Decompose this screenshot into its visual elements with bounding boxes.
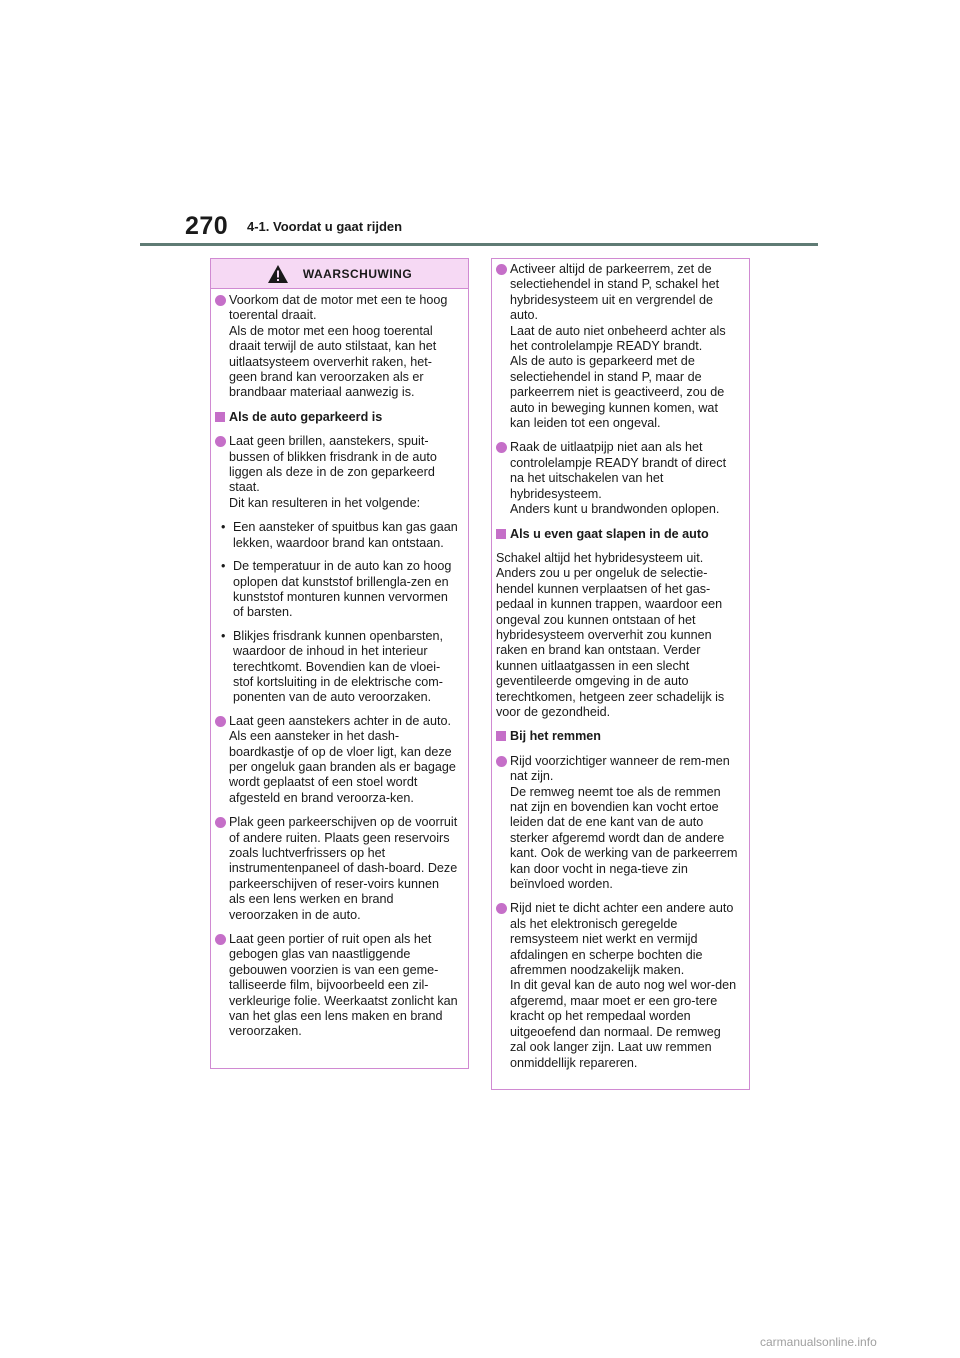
dash-text: De temperatuur in de auto kan zo hoog oplopen dat kunststof brillengla-zen en kunststof monturen kunnen vervormen of barsten. [233,559,452,620]
dash-bullet-icon: • [221,520,226,535]
item-text: Activeer altijd de parkeerrem, zet de selectiehendel in stand P, schakel het hybridesysteem uit en vergrendel de auto. [510,262,720,323]
item-text: Plak geen parkeerschijven op de voorruit of andere ruiten. Plaats geen reservoirs zoals luchtverfrissers op het instrumentenpaneel of dash-board. Deze parkeerschijven of reser-voirs kunnen als een lens werken en brand veroorzaken in de auto. [229,815,458,922]
dash-item [221,559,458,621]
list-item [215,932,458,1040]
item-text: Rijd voorzichtiger wanneer de rem-men nat zijn. [510,753,730,784]
bullet-circle-icon [215,932,229,1040]
bullet-square-icon [496,729,510,744]
subheading [496,729,739,744]
dash-text: Een aansteker of spuitbus kan gas gaan lekken, waardoor brand kan ontstaan. [233,520,458,550]
item-text: Raak de uitlaatpijp niet aan als het controlelampje READY brandt of direct na het uitschakelen van het hybridesysteem. [510,440,727,501]
header-rule [140,243,818,246]
item-text: In dit geval kan de auto nog wel wor-den afgeremd, maar moet er een gro-tere kracht op het rempedaal worden uitgeoefend dan normaal. De remweg zal ook langer zijn. Laat uw remmen onmiddellijk repareren. [510,978,737,1070]
item-text: Als de auto is geparkeerd met de selectiehendel in stand P, maar de parkeerrem niet is geactiveerd, zou de auto in beweging kunnen komen, wat kan leiden tot een ongeval. [510,354,725,431]
item-text: Laat geen portier of ruit open als het gebogen glas van naastliggende gebouwen voorzien is van een geme-talliseerde film, bijvoorbeeld een zil-verkleurige folie. Weerkaatst zonlicht kan van het glas een lens maken en brand veroorzaken. [229,932,458,1039]
bullet-circle-icon [215,293,229,401]
list-item [496,754,739,893]
list-item [215,293,458,401]
warning-box-left [210,258,469,1069]
list-item [215,815,458,923]
warning-content-right [492,259,749,1071]
bullet-square-icon [496,527,510,542]
page-number: 270 [185,212,229,240]
paragraph: Schakel altijd het hybridesysteem uit. Anders zou u per ongeluk de selectie-hendel kunnen verplaatsen of het gas-pedaal in kunnen trappen, waardoor een ongeval zou kunnen ontstaan of het hybridesysteem oververhit zou kunnen raken en brand kan ontstaan. Verder kunnen uitlaatgassen in een slecht geventileerde omgeving in de auto terechtkomen, hetgeen zeer schadelijk is voor de gezondheid. [496,550,725,719]
bullet-circle-icon [496,754,510,893]
subheading-text: Bij het remmen [510,729,601,744]
watermark: carmanualsonline.info [760,1335,877,1349]
bullet-circle-icon [215,714,229,806]
item-text: De remweg neemt toe als de remmen nat zijn en bovendien kan vocht ertoe leiden dat de ene kant van de auto sterker afgeremd wordt dan de andere kant. Ook de werking van de parkeerrem kan door vocht in nega-tieve zin beïnvloed worden. [510,784,738,892]
item-text: Laat geen aanstekers achter in de auto. Als een aansteker in het dash-boardkastje of op de vloer ligt, kan deze per ongeluk gaan branden als er bagage wordt geplaatst of een stoel wordt afgesteld en brand veroorza-ken. [229,713,456,805]
bullet-circle-icon [215,815,229,923]
item-text: Voorkom dat de motor met een te hoog toerental draait. [229,293,448,323]
bullet-square-icon [215,410,229,425]
bullet-circle-icon [215,434,229,511]
bullet-circle-icon [496,262,510,431]
item-text: Laat de auto niet onbeheerd achter als het controlelampje READY brandt. [510,323,726,354]
list-item [215,434,458,511]
warning-content-left [211,289,468,1040]
list-item [496,262,739,431]
dash-bullet-icon: • [221,628,226,643]
dash-item [221,629,458,706]
subheading [215,410,458,425]
list-item [496,440,739,517]
warning-title: WAARSCHUWING [302,266,413,281]
bullet-circle-icon [496,901,510,1070]
item-text: Rijd niet te dicht achter een andere auto als het elektronisch geregelde remsysteem niet werkt en vermijd afdalingen en scherpe bochten die afremmen noodzakelijk maken. [510,901,734,978]
subheading-text: Als u even gaat slapen in de auto [510,526,709,541]
warning-header [211,259,468,289]
item-text: Laat geen brillen, aanstekers, spuit-bussen of blikken frisdrank in de auto liggen als deze in de zon geparkeerd staat. [229,434,437,495]
list-item [215,714,458,806]
list-item [496,901,739,1070]
item-text: Anders kunt u brandwonden oplopen. [510,502,720,517]
subheading-text: Als de auto geparkeerd is [229,409,383,424]
item-text: Als de motor met een hoog toerental draait terwijl de auto stilstaat, kan het uitlaatsysteem oververhit raken, het-geen brand kan veroorzaken als er brandbaar materiaal aanwezig is. [229,323,437,400]
warning-box-right [491,258,750,1090]
dash-bullet-icon: • [221,559,226,574]
subheading [496,527,739,542]
dash-text: Blikjes frisdrank kunnen openbarsten, waardoor de inhoud in het interieur terechtkomt. Bovendien kan de vloei-stof kortsluiting in de elektrische com-ponenten van de auto veroorzaken. [233,628,444,705]
bullet-circle-icon [496,440,510,517]
warning-triangle-icon [267,264,289,284]
dash-item [221,520,458,551]
section-title: 4-1. Voordat u gaat rijden [247,219,403,234]
item-text: Dit kan resulteren in het volgende: [229,495,421,510]
